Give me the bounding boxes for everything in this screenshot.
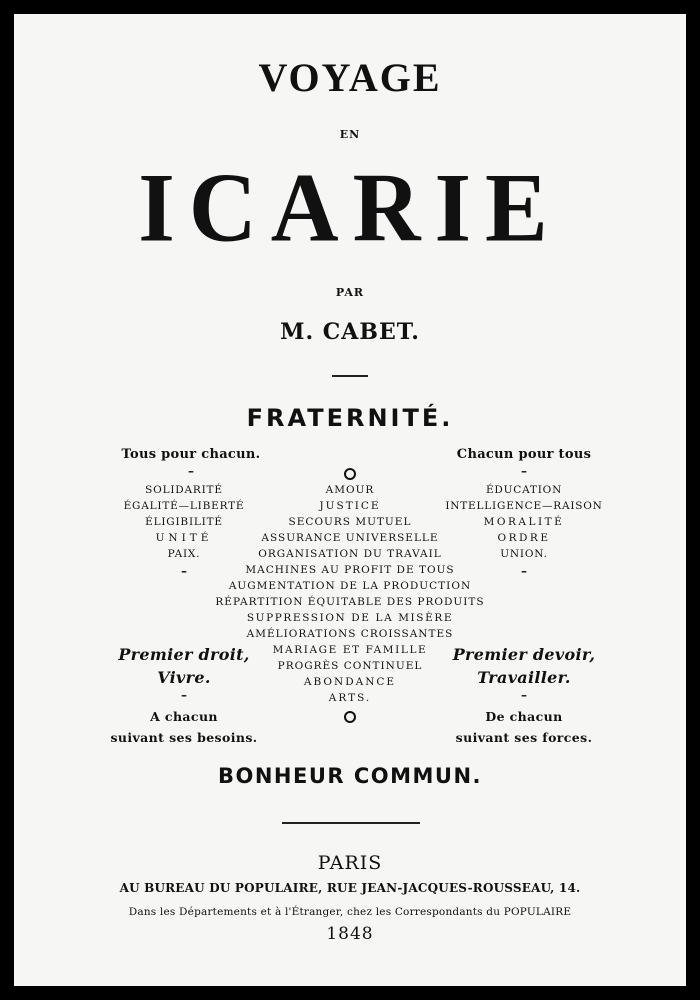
right-bottom-line1: De chacun [485,709,563,724]
center-item: ABONDANCE [303,676,397,688]
long-divider [282,822,420,824]
right-dash: – [521,564,527,578]
left-bottom-line1: A chacun [150,709,218,724]
right-item: ORDRE [497,532,551,544]
left-dash: – [181,688,187,702]
title-par: PAR [335,286,365,299]
publisher-note: Dans les Départements et à l'Étranger, chez les Correspondants du POPULAIRE [128,906,572,918]
left-dash: – [181,564,187,578]
title-en: EN [339,128,361,141]
left-dash: – [188,464,194,478]
left-item: PAIX. [167,548,201,560]
center-item: ASSURANCE UNIVERSELLE [261,532,439,544]
top-circle-icon [344,468,356,480]
first-duty-line1: Premier devoir, [452,645,596,664]
publication-year: 1848 [326,924,374,944]
right-heading: Chacun pour tous [456,447,592,462]
right-dash: – [521,688,527,702]
center-item: MACHINES AU PROFIT DE TOUS [245,564,455,576]
left-bottom-line2: suivant ses besoins. [110,730,258,745]
center-item: AMOUR [325,484,375,496]
left-item: SOLIDARITÉ [145,484,223,496]
left-item: ÉGALITÉ—LIBERTÉ [123,500,245,512]
title-icarie: ICARIE [138,153,562,263]
first-duty-line2: Travailler. [477,668,571,687]
title-page [14,14,686,986]
short-divider [332,375,368,377]
center-item: JUSTICE [319,500,381,512]
publisher-address: AU BUREAU DU POPULAIRE, RUE JEAN-JACQUES-ROUSSEAU, 14. [119,881,581,895]
left-item: UNITÉ [155,532,213,544]
center-item: RÉPARTITION ÉQUITABLE DES PRODUITS [215,596,485,608]
center-item: PROGRÈS CONTINUEL [277,660,423,672]
title-voyage: VOYAGE [258,55,442,100]
right-item: INTELLIGENCE—RAISON [445,500,603,512]
right-bottom-line2: suivant ses forces. [455,730,593,745]
center-item: MARIAGE ET FAMILLE [272,644,428,656]
center-item: SECOURS MUTUEL [288,516,412,528]
center-item: SUPPRESSION DE LA MISÈRE [246,612,454,624]
center-item: ARTS. [328,692,372,704]
author-name: M. CABET. [280,319,420,345]
left-heading: Tous pour chacun. [121,447,261,462]
left-item: ÉLIGIBILITÉ [145,516,223,528]
first-right-line1: Premier droit, [118,645,250,664]
center-item: ORGANISATION DU TRAVAIL [258,548,442,560]
conclusion-bonheur-commun: BONHEUR COMMUN. [217,764,483,788]
right-dash: – [521,464,527,478]
motto-fraternite: FRATERNITÉ. [246,404,454,432]
first-right-line2: Vivre. [157,668,211,687]
publisher-city: PARIS [317,852,383,874]
center-item: AUGMENTATION DE LA PRODUCTION [228,580,472,592]
center-item: AMÉLIORATIONS CROISSANTES [246,628,454,640]
right-item: MORALITÉ [483,516,565,528]
right-item: ÉDUCATION [485,484,563,496]
right-item: UNION. [500,548,548,560]
bottom-circle-icon [344,711,356,723]
